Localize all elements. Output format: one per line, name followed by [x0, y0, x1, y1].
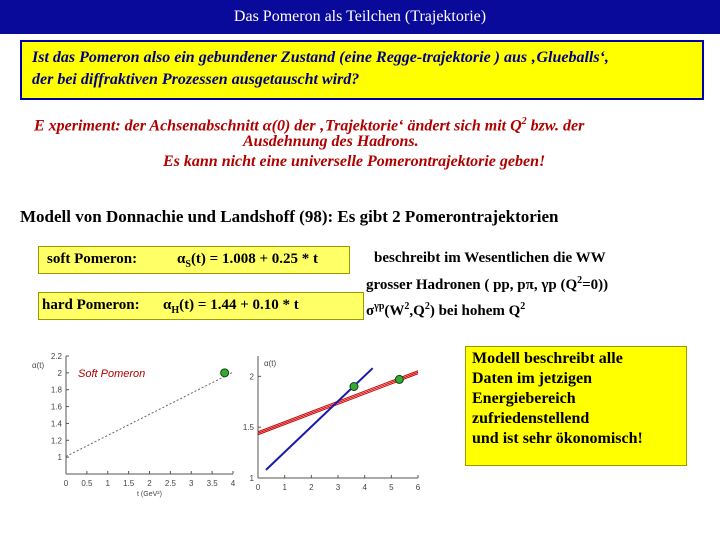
- x-tick-label: 6: [415, 483, 421, 492]
- x-tick-label: 3: [335, 483, 341, 492]
- soft-description-2: grosser Hadronen ( pp, pπ, γp $(Q^2=0)$): [366, 275, 609, 293]
- y-axis-label: α(t): [32, 361, 45, 370]
- data-point: [350, 383, 358, 391]
- question-line-1: Ist das Pomeron also ein gebundener Zustand (eine Regge-trajektorie ) aus ‚Glueballs‘,: [32, 49, 609, 66]
- x-tick-label: 3: [189, 479, 194, 488]
- hard-pomeron-formula: $\alpha_H(t) = 1.44 + 0.10 * t$: [163, 297, 299, 316]
- soft-pomeron-box: [38, 246, 350, 274]
- x-tick-label: 0.5: [81, 479, 93, 488]
- model-heading: Modell von Donnachie und Landshoff (98): Es gibt 2 Pomerontrajektorien: [20, 207, 559, 226]
- summary-box: [465, 346, 687, 466]
- experiment-line-1: E xperiment: der Achsenabschnitt α(0) der ‚Trajektorie‘ ändert sich mit $Q^2$ bzw. der: [34, 116, 585, 135]
- alpha-symbol: α: [262, 117, 272, 135]
- y-tick-label: 1.6: [50, 402, 62, 412]
- hard-pomeron-box: [38, 292, 364, 320]
- x-tick-label: 4: [362, 483, 367, 492]
- x-tick-label: 4: [230, 479, 236, 488]
- soft-trajectory-line: [66, 372, 233, 456]
- x-tick-label: 2: [147, 479, 152, 488]
- summary-line-4: zufriedenstellend: [472, 410, 590, 427]
- hard-description: $\sigma^{\gamma p}(W^2,Q^2)$ bei hohem $Q^2$: [366, 301, 526, 319]
- y-tick-label: 2: [249, 372, 254, 382]
- hard-pomeron-label: hard Pomeron:: [42, 297, 140, 313]
- x-tick-label: 3.5: [206, 479, 218, 488]
- x-tick-label: 2.5: [164, 479, 176, 488]
- question-box: [20, 40, 704, 100]
- x-tick-label: 1: [105, 479, 110, 488]
- x-tick-label: 5: [389, 483, 394, 492]
- summary-line-1: Modell beschreibt alle: [472, 350, 623, 367]
- x-tick-label: 1.5: [123, 479, 135, 488]
- y-tick-label: 1: [249, 474, 254, 483]
- x-tick-label: 0: [63, 479, 69, 488]
- y-tick-label: 2: [57, 368, 62, 378]
- y-tick-label: 1.5: [242, 423, 254, 433]
- question-line-2: der bei diffraktiven Prozessen ausgetauscht wird?: [32, 71, 360, 88]
- x-tick-label: 2: [309, 483, 314, 492]
- y-tick-label: 1.8: [50, 385, 62, 395]
- y-tick-label: 1.4: [50, 419, 62, 429]
- legend-label: Soft Pomeron: [78, 368, 146, 380]
- y-axis-label: α(t): [264, 359, 277, 368]
- soft-pomeron-formula: $\alpha_S(t) = 1.008 + 0.25 * t$: [177, 251, 319, 270]
- summary-line-2: Daten im jetzigen: [472, 370, 592, 387]
- x-tick-label: 1: [282, 483, 287, 492]
- hard-trajectory-line: [258, 374, 418, 435]
- slide-title: Das Pomeron als Teilchen (Trajektorie): [0, 0, 720, 34]
- summary-line-3: Energiebereich: [472, 390, 576, 407]
- y-tick-label: 2.2: [50, 352, 62, 361]
- y-tick-label: 1.2: [50, 436, 62, 446]
- soft-pomeron-label: soft Pomeron:: [47, 251, 138, 267]
- hard-pomeron-chart: [228, 346, 428, 506]
- summary-line-5: und ist sehr ökonomisch!: [472, 430, 643, 447]
- data-point: [395, 375, 403, 383]
- x-axis-label: t (GeV²): [137, 491, 162, 498]
- x-tick-label: 0: [255, 483, 261, 492]
- soft-description-1: beschreibt im Wesentlichen die WW: [374, 250, 606, 266]
- y-tick-label: 1: [57, 453, 62, 463]
- experiment-line-3: Es kann nicht eine universelle Pomerontrajektorie geben!: [163, 153, 546, 170]
- experiment-line-2: Ausdehnung des Hadrons.: [243, 133, 419, 150]
- hard-trajectory-line: [258, 372, 418, 433]
